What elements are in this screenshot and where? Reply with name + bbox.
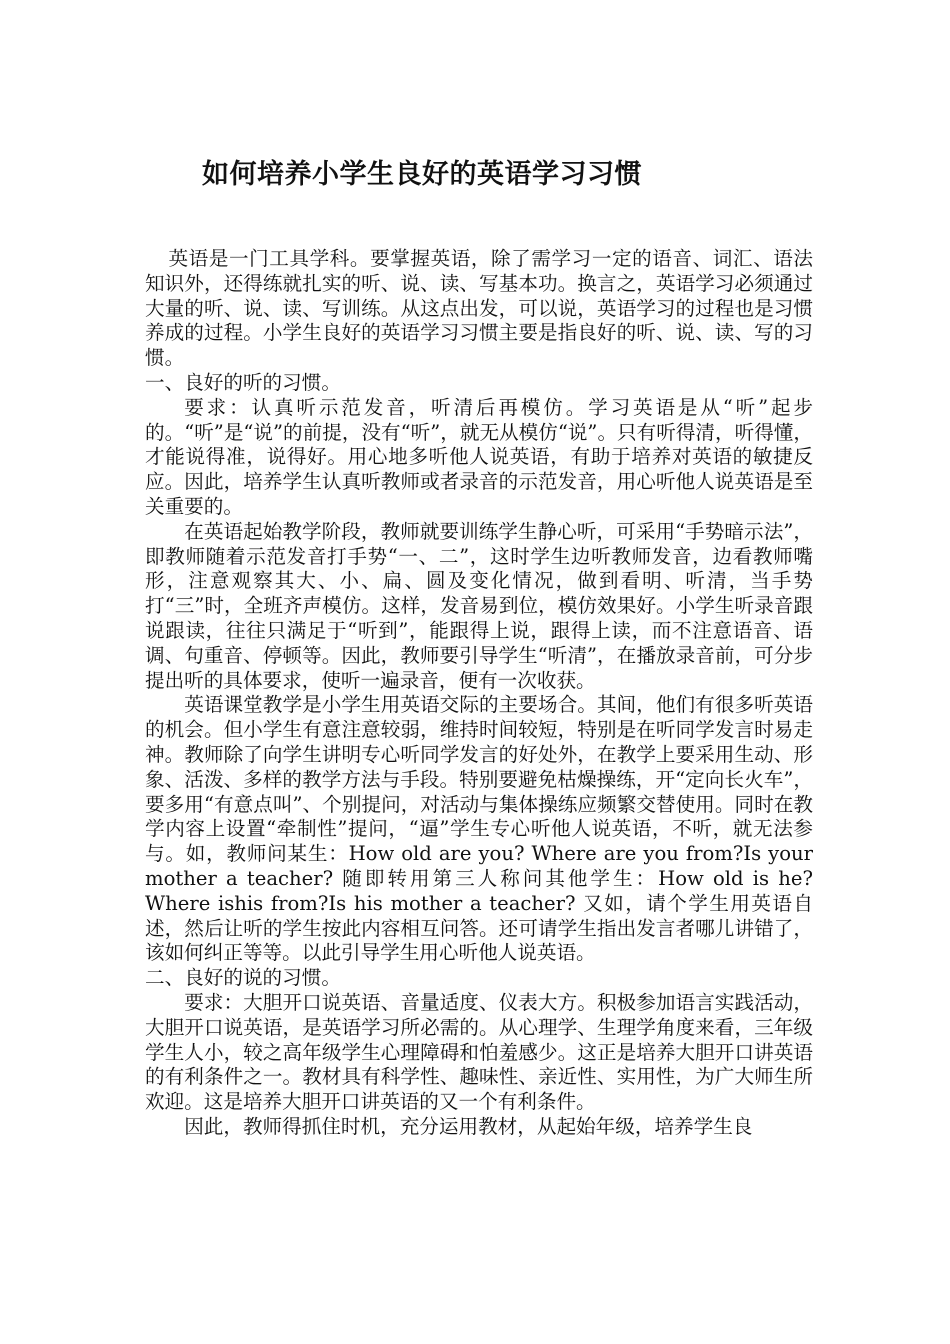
listening-paragraph-3: 英语课堂教学是小学生用英语交际的主要场合。其间，他们有很多听英语的机会。但小学生有意注意较弱，维持时间较短，特别是在听同学发言时易走神。教师除了向学生讲明专心听同学发言的好处外，在教学上要采用生动、形象、活泼、多样的教学方法与手段。特别要避免枯燥操练，开“定向长火车”，要多用“有意点叫”、个别提问，对活动与集体操练应频繁交替使用。同时在教学内容上设置“牵制性”提问，“逼”学生专心听他人说英语，不听，就无法参与。如，教师问某生：How old are you? Where are you from?Is your mother a teacher? 随即转用第三人称问其他学生：How old is he? Where ishis from?Is his mother a teacher? 又如，请个学生用英语自述，然后让听的学生按此内容相互问答。还可请学生指出发言者哪儿讲错了，该如何纠正等等。以此引导学生用心听他人说英语。: [145, 693, 813, 965]
section-heading-listening: 一、良好的听的习惯。: [145, 370, 341, 394]
section-heading-speaking: 二、良好的说的习惯。: [145, 966, 341, 990]
document-title: 如何培养小学生良好的英语学习习惯: [202, 159, 642, 190]
listening-paragraph-2: 在英语起始教学阶段，教师就要训练学生静心听，可采用“手势暗示法”，即教师随着示范发音打手势“一、二”，这时学生边听教师发音，边看教师嘴形，注意观察其大、小、扁、圆及变化情况，做到看明、听清，当手势打“三”时，全班齐声模仿。这样，发音易到位，模仿效果好。小学生听录音跟说跟读，往往只满足于“听到”，能跟得上说，跟得上读，而不注意语音、语调、句重音、停顿等。因此，教师要引导学生“听清”，在播放录音前，可分步提出听的具体要求，使听一遍录音，便有一次收获。: [145, 519, 813, 692]
intro-paragraph: 英语是一门工具学科。要掌握英语，除了需学习一定的语音、词汇、语法知识外，还得练就扎实的听、说、读、写基本功。换言之，英语学习必须通过大量的听、说、读、写训练。从这点出发，可以说，英语学习的过程也是习惯养成的过程。小学生良好的英语学习习惯主要是指良好的听、说、读、写的习惯。: [145, 247, 813, 370]
speaking-paragraph-1: 要求：大胆开口说英语、音量适度、仪表大方。积极参加语言实践活动，大胆开口说英语，是英语学习所必需的。从心理学、生理学角度来看，三年级学生人小，较之高年级学生心理障碍和怕羞感少。这正是培养大胆开口讲英语的有利条件之一。教材具有科学性、趣味性、亲近性、实用性，为广大师生所欢迎。这是培养大胆开口讲英语的又一个有利条件。: [145, 990, 813, 1114]
listening-paragraph-1: 要求：认真听示范发音，听清后再模仿。学习英语是从“听”起步的。“听”是“说”的前提，没有“听”，就无从模仿“说”。只有听得清，听得懂，才能说得准，说得好。用心地多听他人说英语，有助于培养对英语的敏捷反应。因此，培养学生认真听教师或者录音的示范发音，用心听他人说英语是至关重要的。: [145, 395, 813, 518]
speaking-paragraph-2: 因此，教师得抓住时机，充分运用教材，从起始年级，培养学生良: [184, 1114, 753, 1138]
document-body: [145, 247, 813, 1140]
